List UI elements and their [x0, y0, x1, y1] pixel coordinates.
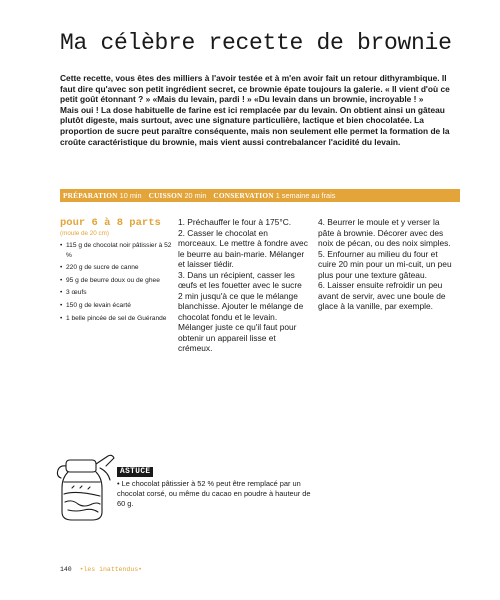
keep-label: CONSERVATION [213, 191, 274, 200]
cook-value: 20 min [184, 191, 207, 200]
step-item: 2. Casser le chocolat en morceaux. Le mettre à fondre avec le beurre au bain-marie. Mélanger et laisser tiédir. [178, 227, 308, 269]
servings: pour 6 à 8 parts [60, 217, 161, 229]
keep-value: 1 semaine au frais [275, 191, 336, 200]
mold-size: (moule de 20 cm) [60, 230, 109, 237]
tip-label: ASTUCE [117, 467, 153, 477]
jar-illustration-icon [52, 452, 118, 524]
ingredient-list [60, 241, 172, 326]
intro-paragraph: Cette recette, vous êtes des milliers à l'avoir testée et à m'en avoir fait un retour dithyrambique. Il faut dire qu'avec son petit ingrédient secret, ce brownie épate toujours la galerie. « Il vient d'où ce petit goût étonnant ? » «Mais du levain, pardi ! » «Du levain dans un brownie, incroyable ! » [60, 73, 450, 105]
steps-column-2 [318, 217, 456, 312]
intro-paragraph: Mais oui ! La dose habituelle de farine est ici remplacée par du levain. On obtient ainsi un gâteau plutôt digeste, mais surtout, avec une signature particulière, lactique et bien chocolatée. La proportion de sucre peut paraître conséquente, mais non seulement elle permet la formation de la croûte caractéristique du brownie, mais vient aussi contrebalancer l'acidité du levain. [60, 104, 450, 147]
cook-label: CUISSON [148, 191, 183, 200]
page-footer [60, 566, 142, 573]
steps-column-1 [178, 217, 308, 354]
section-name: •les inattendus• [79, 566, 143, 573]
prep-value: 10 min [119, 191, 142, 200]
ingredient-item: • 115 g de chocolat noir pâtissier à 52 % [60, 241, 172, 260]
step-item: 4. Beurrer le moule et y verser la pâte à brownie. Décorer avec des noix de pécan, ou des noix simples. [318, 217, 451, 248]
ingredient-item: • 220 g de sucre de canne [60, 263, 172, 273]
page-title: Ma célèbre recette de brownie [60, 30, 452, 56]
step-item: 1. Préchauffer le four à 175°C. [178, 217, 292, 227]
ingredient-item: • 150 g de levain écarté [60, 301, 172, 311]
tip-text: • Le chocolat pâtissier à 52 % peut être remplacé par un chocolat corsé, ou même du cacao en poudre à hauteur de 60 g. [117, 479, 311, 508]
step-item: 3. Dans un récipient, casser les œufs et les fouetter avec le sucre 2 min jusqu'à ce que le mélange blanchisse. Ajouter le mélange de chocolat fondu et le levain. Mélanger juste ce qu'il faut pour obtenir un appareil lisse et crémeux. [178, 269, 304, 353]
step-item: 5. Enfourner au milieu du four et cuire 20 min pour un mi-cuit, un peu plus pour une texture gâteau. [318, 248, 452, 280]
step-item: 6. Laisser ensuite refroidir un peu avant de servir, avec une boule de glace à la vanille, par exemple. [318, 280, 446, 311]
ingredient-item: • 1 belle pincée de sel de Guérande [60, 314, 172, 324]
page-number: 140 [60, 566, 72, 573]
intro-text [60, 73, 460, 147]
ingredient-item: • 3 œufs [60, 288, 172, 298]
prep-label: PRÉPARATION [63, 191, 118, 200]
timing-band [60, 189, 460, 202]
ingredient-item: • 95 g de beurre doux ou de ghee [60, 276, 172, 286]
